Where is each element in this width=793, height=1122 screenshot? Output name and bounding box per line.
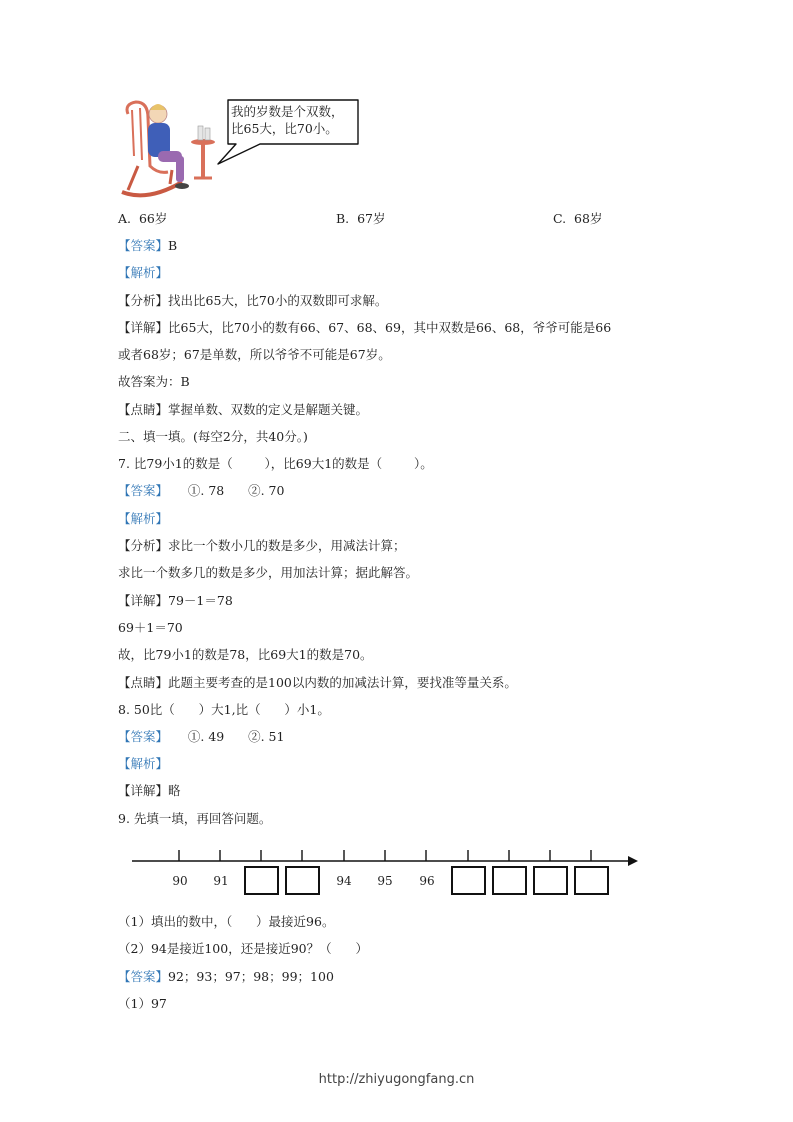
grandpa-rocking-chair-illustration	[118, 96, 218, 200]
dianjing-text: 掌握单数、双数的定义是解题关键。	[168, 402, 369, 417]
jiexi-tag: 【解析】	[118, 265, 169, 280]
xiangjie-tag: 【详解】	[118, 593, 169, 608]
answer-box-1[interactable]	[244, 866, 279, 895]
answer-box-5[interactable]	[533, 866, 568, 895]
section-title: 二、填一填。(每空2分，共40分。)	[118, 429, 308, 444]
q8-question: 8. 50比（ ）大1,比（ ）小1。	[118, 702, 330, 717]
option-b: B. 67岁	[336, 211, 386, 226]
number-label-95: 95	[377, 874, 393, 888]
speech-line-1: 我的岁数是个双数，	[231, 104, 344, 119]
speech-bubble-text	[231, 103, 361, 137]
q8-xiangjie	[118, 783, 181, 799]
q6-dianjing	[118, 402, 368, 418]
answer-tag: 【答案】	[118, 238, 169, 253]
q7-jiexi	[118, 511, 168, 527]
answer-box-4[interactable]	[492, 866, 527, 895]
number-label-90: 90	[172, 874, 188, 888]
xiangjie-tag: 【详解】	[118, 783, 169, 798]
q8-jiexi	[118, 756, 168, 772]
xiangjie-text: 略	[168, 783, 181, 798]
q7-conclusion: 故，比79小1的数是78，比69大1的数是70。	[118, 647, 373, 662]
answer-box-6[interactable]	[574, 866, 609, 895]
q7-fenxi-cont: 求比一个数多几的数是多少，用加法计算；据此解答。	[118, 565, 419, 580]
q7-question: 7. 比79小1的数是（ ），比69大1的数是（ ）。	[118, 456, 433, 471]
q7-answer	[118, 483, 284, 499]
speech-line-2: 比65大，比70小。	[231, 121, 338, 136]
answer-box-3[interactable]	[451, 866, 486, 895]
q7-fenxi	[118, 538, 406, 554]
fenxi-text: 求比一个数小几的数是多少，用减法计算；	[168, 538, 406, 553]
answer-tag: 【答案】	[118, 729, 169, 744]
q9-sub2: （2）94是接近100，还是接近90？（ ）	[118, 941, 368, 956]
q9-answer-1: （1）97	[118, 996, 167, 1011]
answer-tag: 【答案】	[118, 483, 169, 498]
number-label-94: 94	[336, 874, 352, 888]
q6-fenxi	[118, 293, 387, 309]
q9-sub1: （1）填出的数中，（ ）最接近96。	[118, 914, 335, 929]
answer-text: ①. 78 ②. 70	[168, 483, 285, 498]
q6-jiexi	[118, 265, 168, 281]
option-a: A. 66岁	[118, 211, 168, 226]
answer-text: ①. 49 ②. 51	[168, 729, 285, 744]
fenxi-tag: 【分析】	[118, 538, 169, 553]
number-line-arrow	[628, 856, 638, 866]
calc-1: 79－1＝78	[168, 593, 233, 608]
q6-xiangjie	[118, 320, 611, 336]
q9-answer	[118, 969, 334, 985]
dianjing-text: 此题主要考查的是100以内数的加减法计算，要找准等量关系。	[168, 675, 517, 690]
fenxi-tag: 【分析】	[118, 293, 169, 308]
q6-answer	[118, 238, 177, 254]
q9-question: 9. 先填一填，再回答问题。	[118, 811, 272, 826]
q8-answer	[118, 729, 284, 745]
fenxi-text: 找出比65大，比70小的双数即可求解。	[168, 293, 388, 308]
xiangjie-tag: 【详解】	[118, 320, 169, 335]
q6-conclusion: 故答案为：B	[118, 374, 190, 389]
calc-2: 69＋1＝70	[118, 620, 183, 635]
dianjing-tag: 【点睛】	[118, 675, 169, 690]
xiangjie-text: 比65大，比70小的数有66、67、68、69，其中双数是66、68，爷爷可能是66	[168, 320, 612, 335]
number-label-96: 96	[419, 874, 435, 888]
q6-xiangjie-cont: 或者68岁；67是单数，所以爷爷不可能是67岁。	[118, 347, 391, 362]
answer-text: 92；93；97；98；99；100	[168, 969, 334, 984]
answer-box-2[interactable]	[285, 866, 320, 895]
option-c: C. 68岁	[553, 211, 603, 226]
q7-xiangjie	[118, 593, 233, 609]
q7-dianjing	[118, 675, 517, 691]
jiexi-tag: 【解析】	[118, 511, 169, 526]
answer-tag: 【答案】	[118, 969, 169, 984]
dianjing-tag: 【点睛】	[118, 402, 169, 417]
footer-url[interactable]: http://zhiyugongfang.cn	[318, 1072, 475, 1087]
answer-text: B	[168, 238, 178, 253]
jiexi-tag: 【解析】	[118, 756, 169, 771]
number-label-91: 91	[213, 874, 229, 888]
